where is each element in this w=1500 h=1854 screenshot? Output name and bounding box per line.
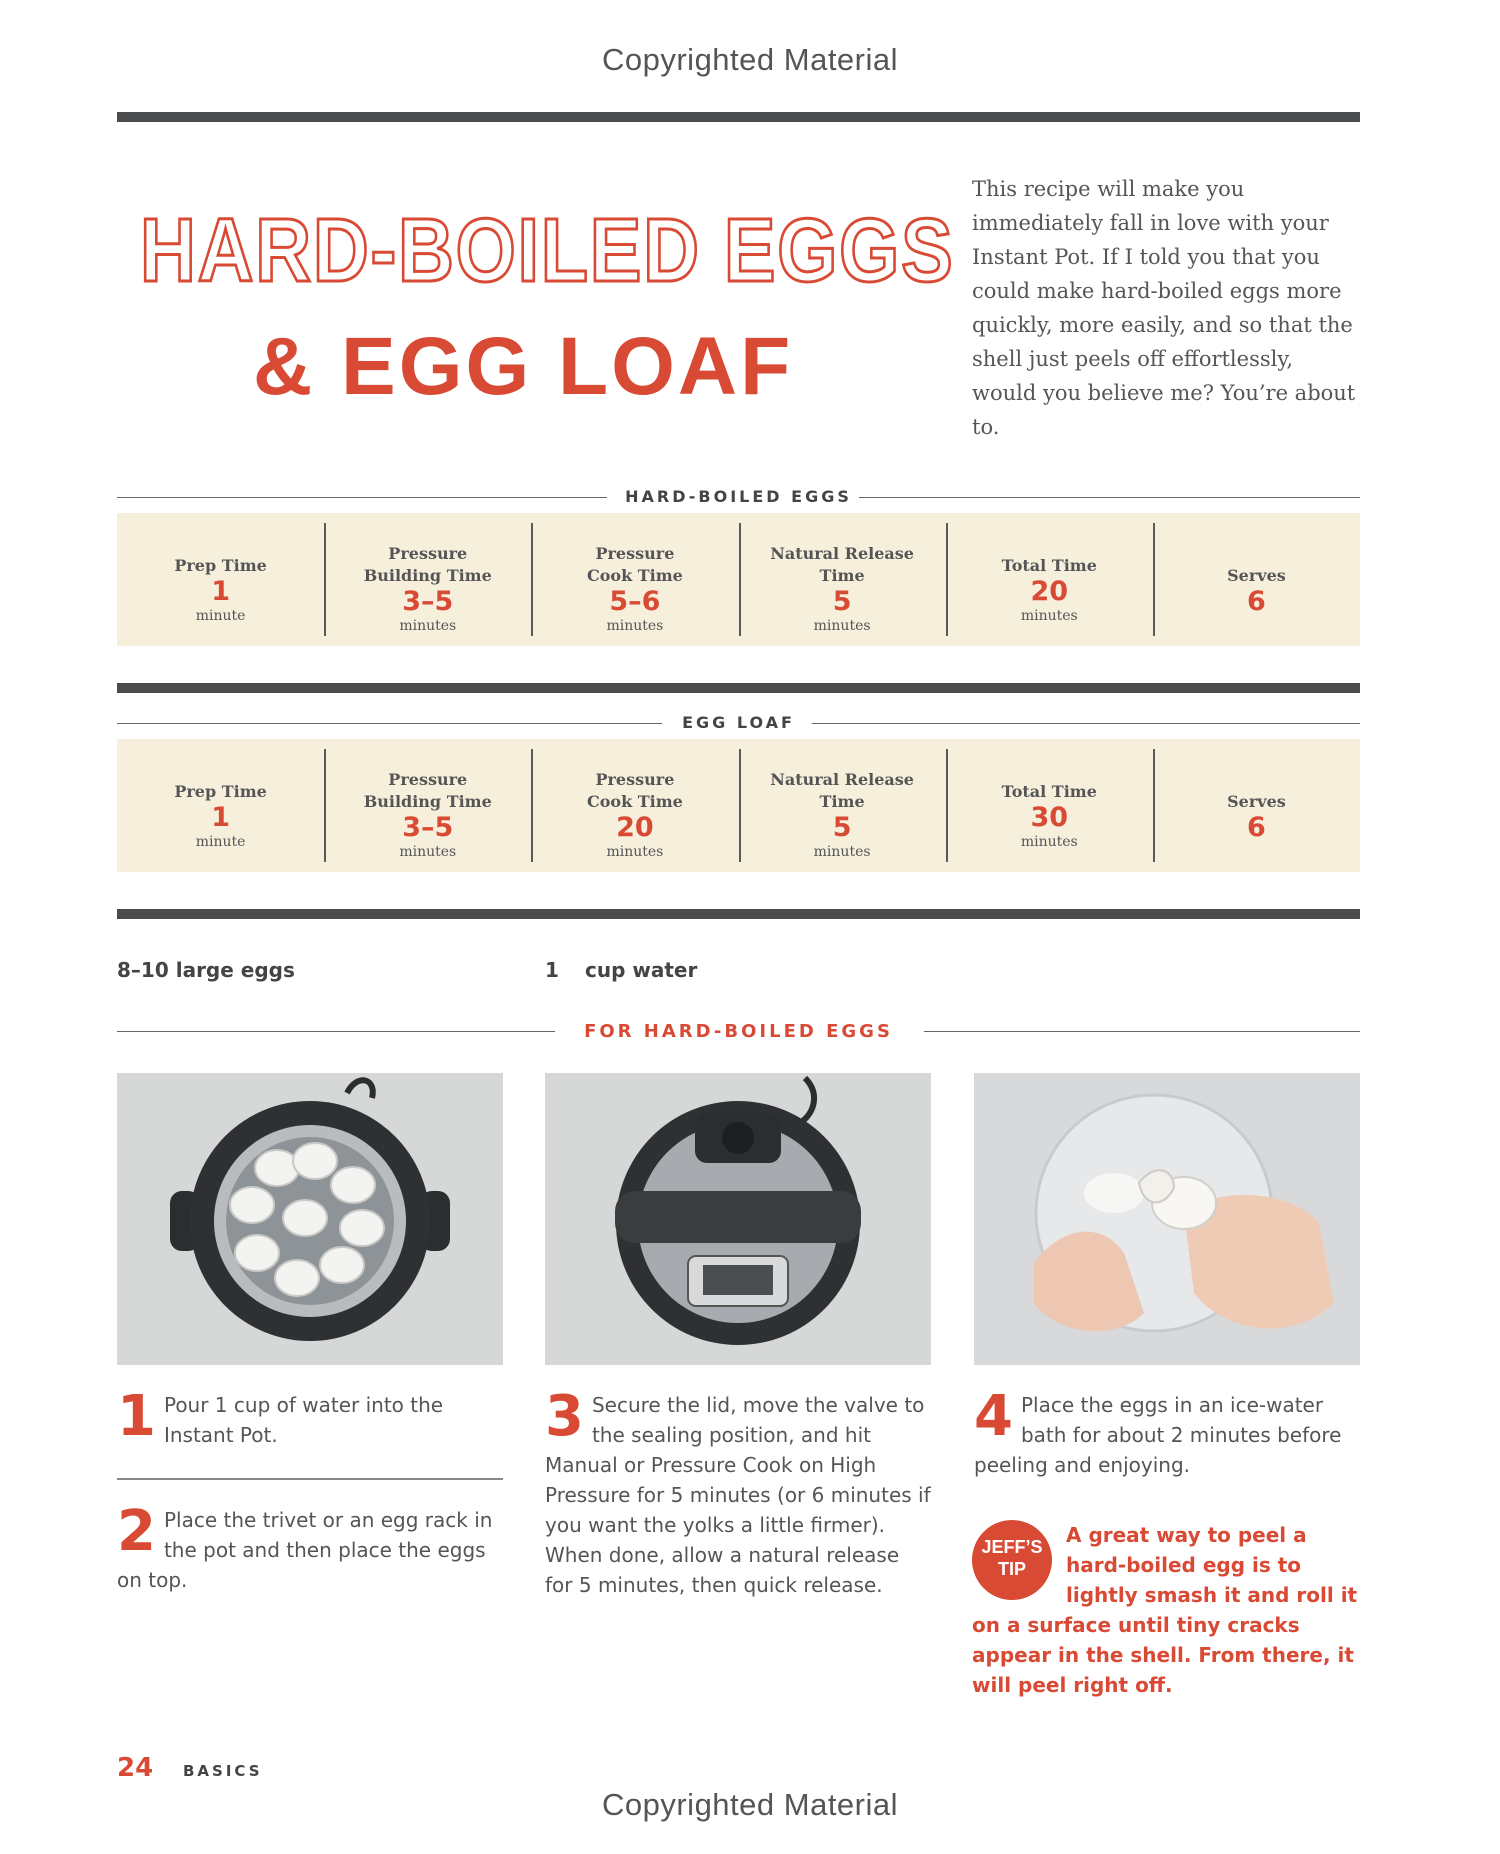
info-unit: minutes	[813, 844, 871, 860]
step-number: 3	[545, 1384, 584, 1449]
step-3	[545, 1384, 931, 1600]
info-cell-natural-release	[739, 739, 946, 872]
info-cell-serves	[1153, 513, 1360, 646]
info-cell-prep	[117, 513, 324, 646]
info-value: 3–5	[402, 812, 454, 843]
info-label: Pressure Building Time	[363, 544, 492, 585]
hard-boiled-heading-text: HARD-BOILED EGGS	[625, 487, 852, 506]
ingredient-eggs	[117, 958, 295, 982]
copyright-watermark-top: Copyrighted Material	[601, 42, 899, 77]
info-label: Pressure Cook Time	[587, 544, 683, 585]
info-cell-pressure-cook	[531, 739, 738, 872]
info-unit: minutes	[399, 618, 457, 634]
info-value: 6	[1247, 586, 1266, 617]
step-text: Place the trivet or an egg rack in the pot and then place the eggs on top.	[117, 1508, 493, 1592]
info-label: Natural Release Time	[770, 770, 914, 811]
info-unit: minutes	[1020, 834, 1078, 850]
info-label: Serves	[1227, 566, 1286, 585]
info-value: 3–5	[402, 586, 454, 617]
page-number: 24	[117, 1753, 154, 1783]
ingredient-water	[545, 958, 697, 982]
info-value: 5–6	[609, 586, 661, 617]
info-cell-natural-release	[739, 513, 946, 646]
step-divider	[117, 1478, 503, 1480]
info-value: 5	[832, 812, 852, 843]
info-unit: minutes	[606, 844, 664, 860]
step-number: 1	[117, 1384, 156, 1449]
info-cell-pressure-building	[324, 739, 531, 872]
info-cell-pressure-building	[324, 513, 531, 646]
info-unit: minutes	[813, 618, 871, 634]
info-value: 1	[211, 802, 230, 833]
photo-lid-secured	[545, 1073, 931, 1365]
egg-loaf-heading	[117, 713, 1360, 733]
egg-loaf-heading-text: EGG LOAF	[682, 713, 795, 732]
intro-paragraph: This recipe will make you immediately fall in love with your Instant Pot. If I told you that you could make hard-boiled eggs more quickly, more easily, and so that the shell just peels off effortlessly, would you believe me? You’re about to.	[972, 177, 1356, 439]
info-unit: minutes	[1020, 608, 1078, 624]
ingredient-text: cup water	[585, 958, 698, 982]
egg-loaf-info-band	[117, 739, 1360, 872]
step-4	[974, 1384, 1360, 1480]
hard-boiled-heading	[117, 487, 1360, 507]
info-value: 5	[832, 586, 852, 617]
info-label: Total Time	[1001, 556, 1097, 575]
info-unit: minutes	[399, 844, 457, 860]
step-2	[117, 1499, 503, 1595]
info-unit: minute	[195, 834, 246, 850]
info-value: 20	[616, 812, 654, 843]
method-heading	[117, 1021, 1360, 1041]
hard-boiled-info-band	[117, 513, 1360, 646]
info-label: Pressure Building Time	[363, 770, 492, 811]
info-cell-serves	[1153, 739, 1360, 872]
tip-badge-line2: TIP	[997, 1559, 1026, 1579]
hard-boiled-bottom-rule	[117, 683, 1360, 693]
info-value: 1	[211, 576, 230, 607]
step-text: Pour 1 cup of water into the Instant Pot.	[163, 1393, 444, 1447]
method-heading-text: FOR HARD-BOILED EGGS	[584, 1021, 893, 1042]
photo-peeling-egg	[974, 1073, 1360, 1365]
info-unit: minutes	[606, 618, 664, 634]
info-label: Serves	[1227, 792, 1286, 811]
tip-text: A great way to peel a hard-boiled egg is to lightly smash it and roll it on a surface until tiny cracks appear in the shell. From there, it will peel right off.	[972, 1523, 1358, 1697]
info-value: 6	[1247, 812, 1266, 843]
jeffs-tip-badge	[972, 1520, 1052, 1600]
info-label: Prep Time	[174, 782, 267, 801]
step-number: 2	[117, 1499, 156, 1564]
info-label: Prep Time	[174, 556, 267, 575]
top-rule	[117, 112, 1360, 122]
info-label: Total Time	[1001, 782, 1097, 801]
step-text: Secure the lid, move the valve to the sealing position, and hit Manual or Pressure Cook on High Pressure for 5 minutes (or 6 minutes if you want the yolks a little firmer). When done, allow a natural release for 5 minutes, then quick release.	[545, 1393, 931, 1597]
step-1	[117, 1384, 503, 1450]
step-number: 4	[974, 1384, 1013, 1449]
step-text: Place the eggs in an ice-water bath for about 2 minutes before peeling and enjoying.	[974, 1393, 1342, 1477]
recipe-title-line2: & EGG LOAF	[253, 321, 794, 412]
egg-loaf-bottom-rule	[117, 909, 1360, 919]
photo-eggs-in-pot	[117, 1073, 503, 1365]
tip-box	[972, 1520, 1360, 1700]
info-unit: minute	[195, 608, 246, 624]
info-value: 30	[1030, 802, 1069, 833]
info-cell-total	[946, 739, 1153, 872]
ingredient-qty: 1	[545, 958, 559, 982]
recipe-title-line1: HARD-BOILED EGGS	[140, 201, 955, 301]
info-label: Natural Release Time	[770, 544, 914, 585]
info-label: Pressure Cook Time	[587, 770, 683, 811]
ingredient-text: 8–10 large eggs	[117, 958, 295, 982]
copyright-watermark-bottom: Copyrighted Material	[601, 1787, 899, 1822]
section-name: BASICS	[183, 1762, 263, 1780]
info-cell-pressure-cook	[531, 513, 738, 646]
info-cell-total	[946, 513, 1153, 646]
info-cell-prep	[117, 739, 324, 872]
tip-badge-line1: JEFF’S	[981, 1537, 1043, 1557]
info-value: 20	[1030, 576, 1069, 607]
